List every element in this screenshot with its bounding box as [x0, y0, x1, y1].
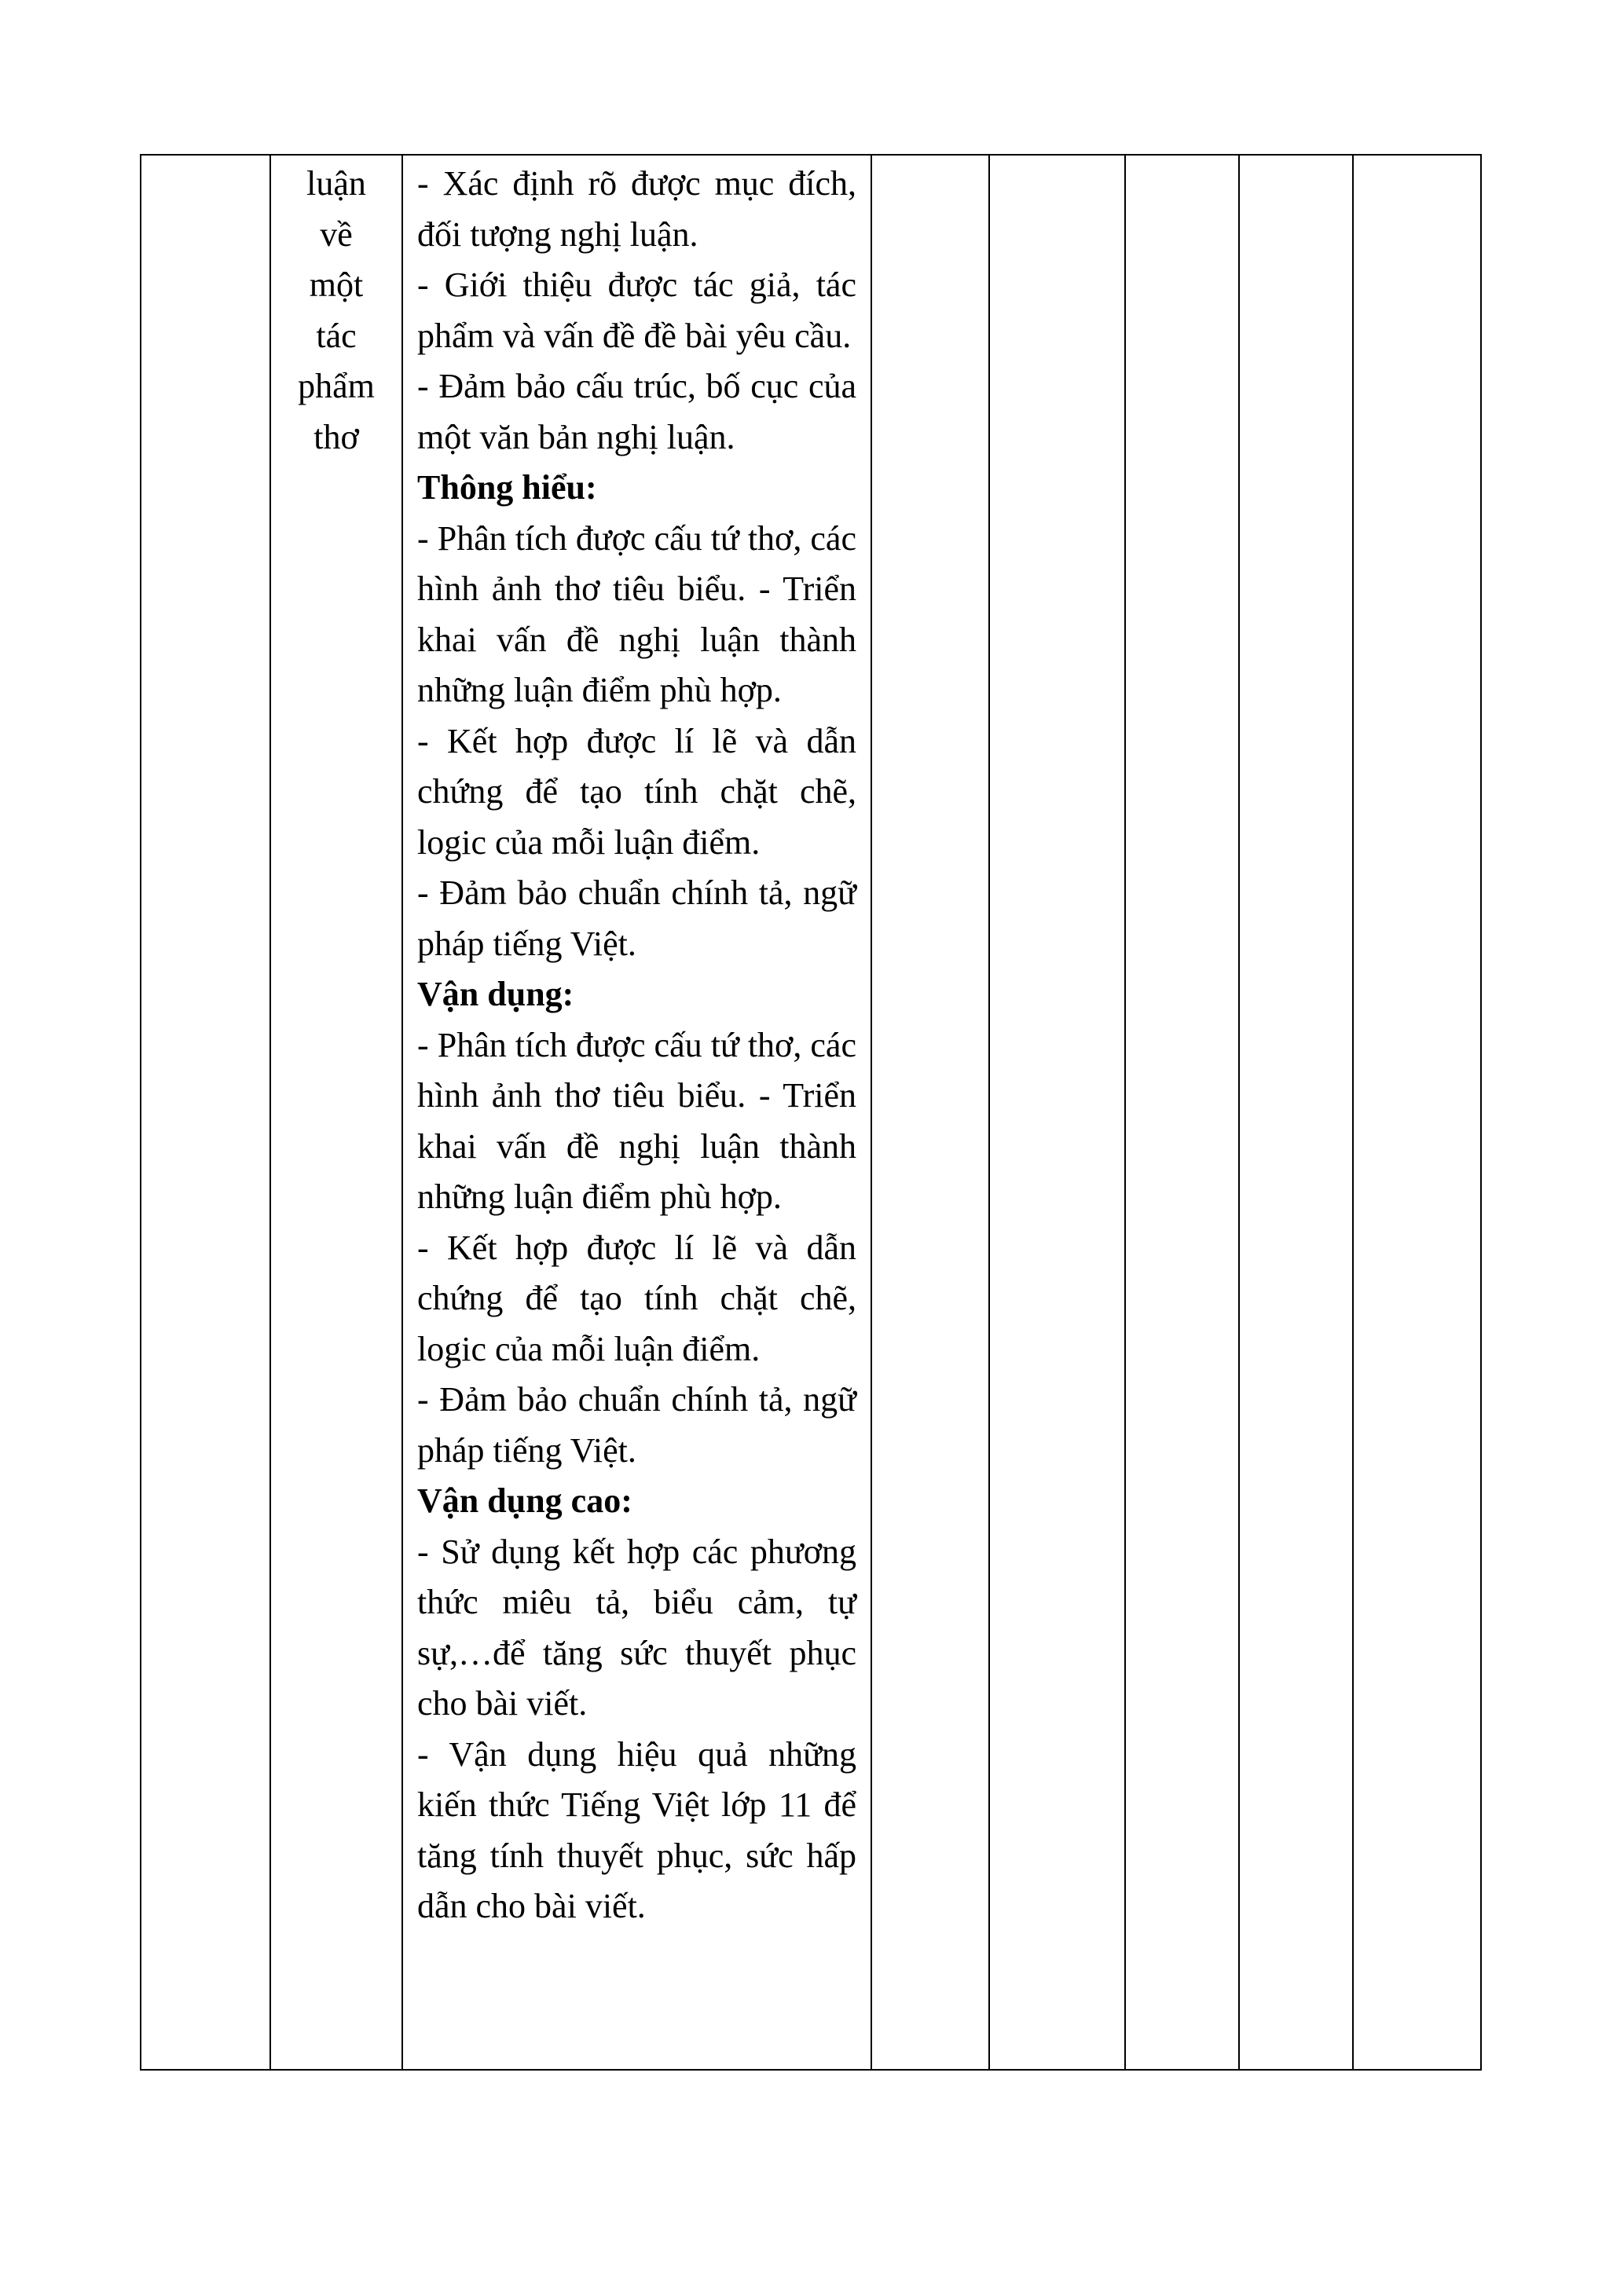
requirement-item: - Đảm bảo cấu trúc, bố cục của một văn bản nghị luận. — [417, 367, 856, 456]
topic-cell — [270, 155, 402, 2070]
level-heading-advanced-application: Vận dụng cao: — [417, 1481, 632, 1520]
requirement-item: - Xác định rõ được mục đích, đối tượng nghị luận. — [417, 164, 856, 254]
requirement-item: - Vận dụng hiệu quả những kiến thức Tiếng Việt lớp 11 để tăng tính thuyết phục, sức hấp dẫn cho bài viết. — [417, 1734, 856, 1925]
index-cell — [141, 155, 270, 2070]
requirements-cell — [402, 155, 871, 2070]
level-heading-comprehension: Thông hiểu: — [417, 468, 597, 507]
requirement-item: - Đảm bảo chuẩn chính tả, ngữ pháp tiếng Việt. — [417, 1380, 856, 1470]
table-row — [141, 155, 1481, 2070]
count-cell — [871, 155, 989, 2070]
topic-line: tác — [316, 316, 357, 355]
topic-line: thơ — [313, 417, 359, 456]
count-cell — [1125, 155, 1239, 2070]
topic-line: phẩm — [298, 367, 375, 405]
requirement-item: - Đảm bảo chuẩn chính tả, ngữ pháp tiếng Việt. — [417, 873, 856, 963]
requirement-item: - Giới thiệu được tác giả, tác phẩm và vấn đề đề bài yêu cầu. — [417, 265, 856, 355]
count-cell — [1239, 155, 1353, 2070]
count-cell — [1353, 155, 1481, 2070]
requirement-item: - Phân tích được cấu tứ thơ, các hình ảnh thơ tiêu biểu. - Triển khai vấn đề nghị luận thành những luận điểm phù hợp. — [417, 1025, 856, 1216]
count-cell — [989, 155, 1125, 2070]
specification-table — [140, 154, 1482, 2071]
level-heading-application: Vận dụng: — [417, 975, 574, 1013]
topic-line: luận — [306, 164, 366, 203]
requirement-item: - Sử dụng kết hợp các phương thức miêu tả, biểu cảm, tự sự,…để tăng sức thuyết phục cho bài viết. — [417, 1532, 856, 1723]
topic-line: một — [309, 265, 364, 304]
topic-line: về — [320, 214, 353, 254]
requirement-item: - Phân tích được cấu tứ thơ, các hình ảnh thơ tiêu biểu. - Triển khai vấn đề nghị luận thành những luận điểm phù hợp. — [417, 518, 856, 709]
requirement-item: - Kết hợp được lí lẽ và dẫn chứng để tạo tính chặt chẽ, logic của mỗi luận điểm. — [417, 1228, 856, 1368]
requirement-item: - Kết hợp được lí lẽ và dẫn chứng để tạo tính chặt chẽ, logic của mỗi luận điểm. — [417, 721, 856, 862]
